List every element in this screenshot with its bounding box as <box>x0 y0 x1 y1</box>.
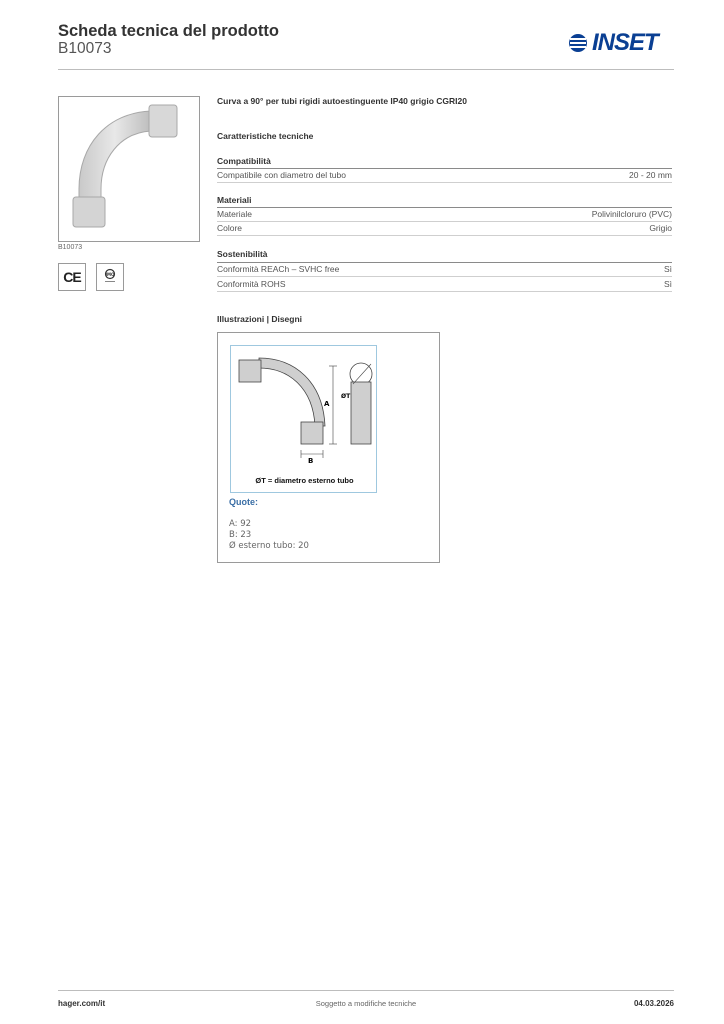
page-title: Scheda tecnica del prodotto <box>58 22 279 40</box>
spec-value: Sì <box>663 279 672 289</box>
spec-row <box>217 222 672 236</box>
dimension-t-label: ØT <box>341 393 351 400</box>
spec-value: Grigio <box>649 223 672 233</box>
page-footer <box>58 990 674 1014</box>
product-image-caption: B10073 <box>58 244 83 251</box>
imq-mark-icon <box>96 263 124 291</box>
spec-label: Conformità ROHS <box>217 279 286 289</box>
spec-row <box>217 208 672 222</box>
spec-row <box>217 263 672 277</box>
quote-line: Ø esterno tubo: 20 <box>229 541 309 551</box>
spec-row <box>217 169 672 183</box>
svg-text:IMQ: IMQ <box>105 272 115 277</box>
drawing-caption: ØT = diametro esterno tubo <box>255 476 354 485</box>
illustration-panel <box>217 332 440 563</box>
ce-mark-icon: CE <box>58 263 86 291</box>
page-header <box>58 20 674 70</box>
product-description: Curva a 90° per tubi rigidi autoestinguente IP40 grigio CGRI20 <box>217 96 467 106</box>
footer-website: hager.com/it <box>58 999 106 1008</box>
logo-wordmark: INSET <box>592 29 658 56</box>
spec-value: 20 - 20 mm <box>629 170 672 180</box>
spec-value: Polivinilcloruro (PVC) <box>591 209 672 219</box>
illustrations-title: Illustrazioni | Disegni <box>217 314 303 324</box>
spec-group-title: Compatibilità <box>217 156 271 166</box>
brand-logo <box>568 29 672 56</box>
spec-group-title: Sostenibilità <box>217 249 268 259</box>
dimension-drawing <box>231 346 376 474</box>
spec-row <box>217 278 672 292</box>
spec-label: Materiale <box>217 209 252 219</box>
spec-label: Colore <box>217 223 243 233</box>
spec-value: Sì <box>663 264 672 274</box>
spec-label: Conformità REACh – SVHC free <box>217 264 340 274</box>
footer-date: 04.03.2026 <box>633 999 674 1008</box>
quote-line: A: 92 <box>229 519 252 529</box>
product-code: B10073 <box>58 40 112 57</box>
dimension-b-label: B <box>308 457 314 465</box>
quote-title: Quote: <box>229 497 258 507</box>
conduit-bend-picture <box>59 97 199 241</box>
footer-note: Soggetto a modifiche tecniche <box>315 999 417 1008</box>
quote-line: B: 23 <box>229 530 252 540</box>
specs-section-title: Caratteristiche tecniche <box>217 131 314 141</box>
technical-drawing <box>230 345 377 493</box>
dimension-a-label: A <box>324 400 330 408</box>
spec-group-title: Materiali <box>217 195 252 205</box>
spec-label: Compatibile con diametro del tubo <box>217 170 346 180</box>
product-image <box>58 96 200 242</box>
logo-mark-icon <box>568 32 592 54</box>
